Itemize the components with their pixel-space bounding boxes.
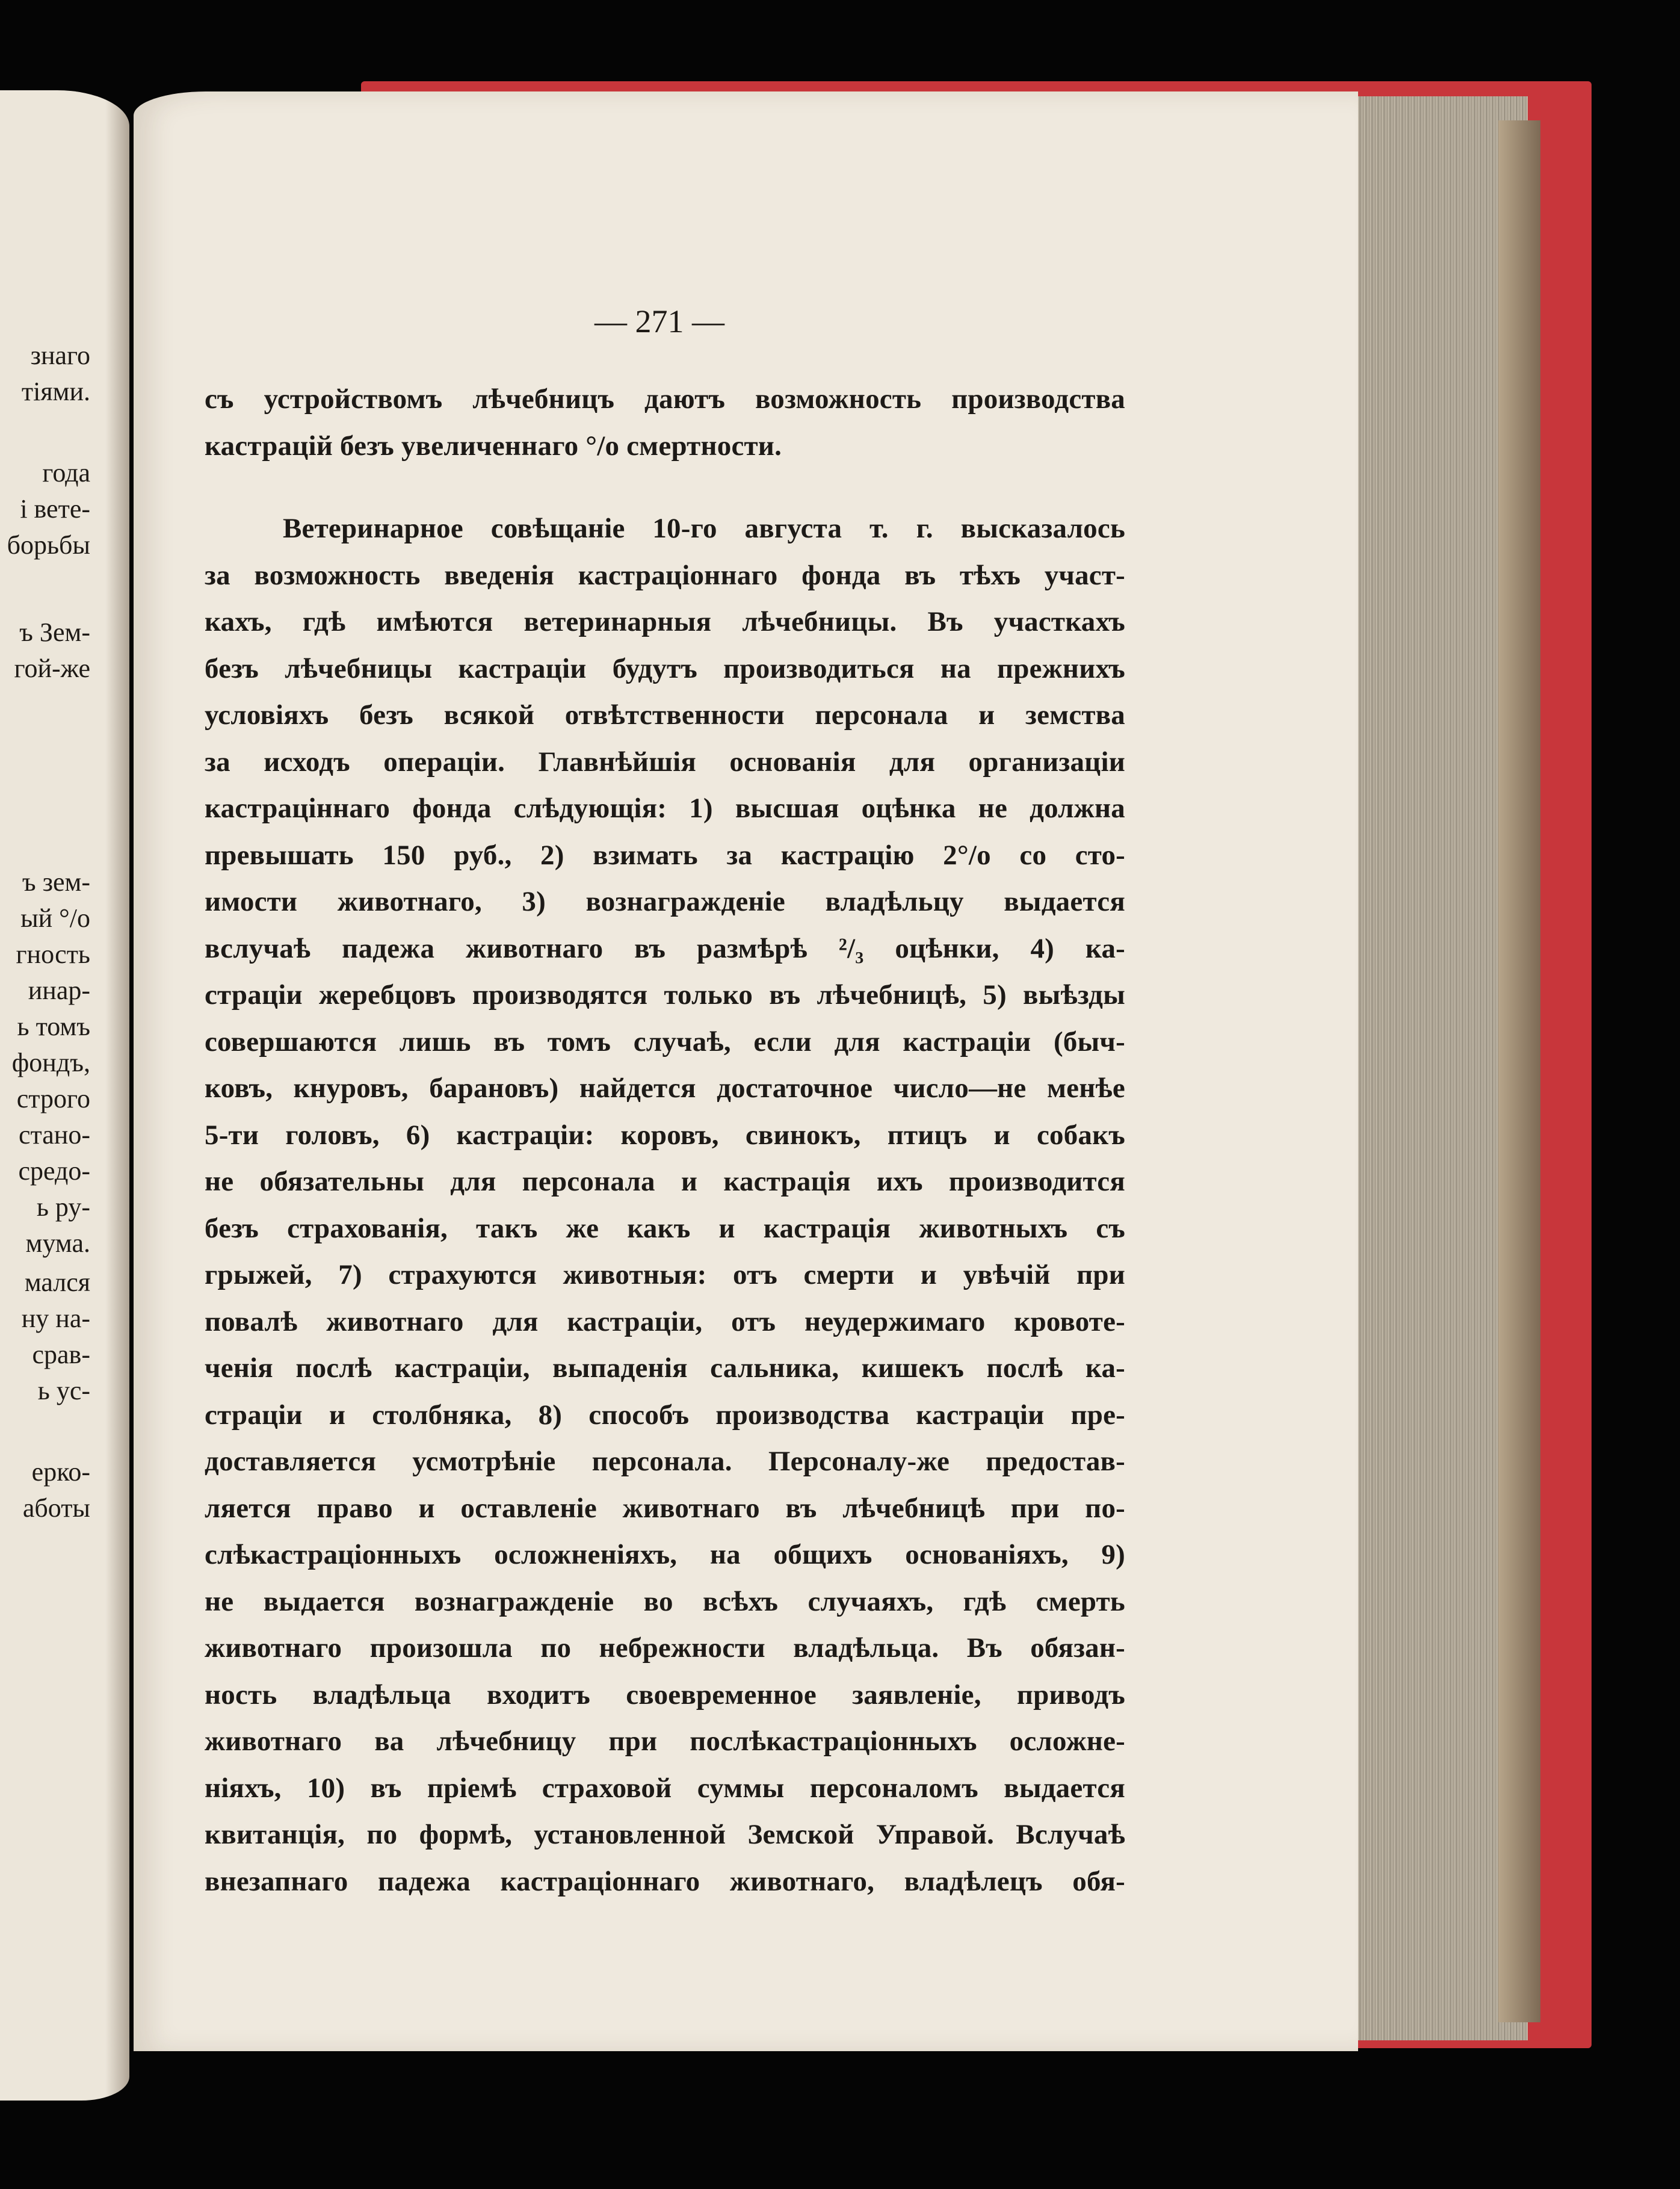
text-line: повалѣ животнаго для кастраціи, отъ неудержимаго кровоте-	[205, 1305, 1125, 1337]
text-line: грыжей, 7) страхуются животныя: отъ смерти и увѣчій при	[205, 1259, 1125, 1290]
text-line: ность владѣльца входитъ своевременное заявленіе, приводъ	[205, 1679, 1125, 1711]
left-page-line: средо-	[18, 1156, 90, 1186]
left-page-line: стано-	[18, 1120, 90, 1150]
left-page-line: і вете-	[20, 494, 90, 524]
left-page-line: гность	[16, 940, 90, 969]
left-page-line: аботы	[22, 1493, 90, 1523]
text-line: не выдается вознагражденіе во всѣхъ случаяхъ, гдѣ смерть	[205, 1585, 1125, 1617]
text-line: ченія послѣ кастраціи, выпаденія сальника, кишекъ послѣ ка-	[205, 1352, 1125, 1384]
text-line: безъ страхованія, такъ же какъ и кастрація животныхъ съ	[205, 1212, 1125, 1244]
text-line: животнаго произошла по небрежности владѣльца. Въ обязан-	[205, 1632, 1125, 1664]
page-number: — 271 —	[594, 303, 724, 339]
text-line: кахъ, гдѣ имѣются ветеринарныя лѣчебницы. Въ участкахъ	[205, 606, 1125, 637]
cover-edge	[1498, 120, 1540, 2022]
text-line: превышать 150 руб., 2) взимать за кастрацію 2°/o со сто-	[205, 839, 1125, 871]
text-line: имости животнаго, 3) вознагражденіе владѣльцу выдается	[205, 886, 1125, 917]
text-line: страціи жеребцовъ производятся только въ лѣчебницѣ, 5) выѣзды	[205, 979, 1125, 1011]
left-page-line: ну на-	[21, 1304, 90, 1333]
text-line: доставляется усмотрѣніе персонала. Персоналу-же предостав-	[205, 1446, 1125, 1477]
text-line: ляется право и оставленіе животнаго въ лѣчебницѣ при по-	[205, 1492, 1125, 1524]
left-page-line: строго	[16, 1084, 90, 1113]
text-line: съ устройствомъ лѣчебницъ даютъ возможность производства	[205, 383, 1125, 415]
left-page-line: ерко-	[31, 1457, 90, 1487]
text-line: совершаются лишь въ томъ случаѣ, если для кастраціи (быч-	[205, 1026, 1125, 1057]
text-line: вслучаѣ падежа животнаго въ размѣрѣ ²/₃ оцѣнки, 4) ка-	[205, 932, 1125, 964]
left-page-gutter	[105, 90, 129, 2101]
left-page-line: знаго	[30, 341, 90, 370]
text-line: животнаго ва лѣчебницу при послѣкастраціонныхъ осложне-	[205, 1726, 1125, 1757]
left-page-line: ъ Зем-	[19, 618, 90, 647]
left-page-line: борьбы	[7, 530, 90, 560]
text-line: безъ лѣчебницы кастраціи будутъ производиться на прежнихъ	[205, 652, 1125, 684]
left-page-line: ый °/o	[20, 903, 90, 933]
text-line: страціи и столбняка, 8) способъ производства кастраціи пре-	[205, 1399, 1125, 1431]
left-page-line: срав-	[32, 1340, 90, 1369]
left-page-line: ъ зем-	[22, 867, 90, 897]
text-line: квитанція, по формѣ, установленной Земской Управой. Вслучаѣ	[205, 1819, 1125, 1850]
text-line: слѣкастраціонныхъ осложненіяхъ, на общихъ основаніяхъ, 9)	[205, 1539, 1125, 1570]
text-line: кастрацій безъ увеличеннаго °/o смертности.	[205, 430, 782, 462]
text-line: за возможность введенія кастраціоннаго фонда въ тѣхъ участ-	[205, 559, 1125, 591]
text-line: 5-ти головъ, 6) кастраціи: коровъ, свинокъ, птицъ и собакъ	[205, 1119, 1125, 1151]
text-line: Ветеринарное совѣщаніе 10-го августа т. г. высказалось	[283, 513, 1125, 544]
text-line: за исходъ операціи. Главнѣйшія основанія для организаціи	[205, 746, 1125, 778]
left-page-line: тіями.	[21, 377, 90, 406]
left-page-line: мума.	[25, 1228, 90, 1258]
left-page-line: ь томъ	[17, 1012, 90, 1041]
left-page-line: гой-же	[14, 654, 90, 683]
left-page-line: ь ус-	[37, 1376, 90, 1405]
text-line: ковъ, кнуровъ, барановъ) найдется достаточное число—не менѣе	[205, 1073, 1125, 1104]
left-page-line: года	[42, 458, 90, 488]
text-line: ніяхъ, 10) въ пріемѣ страховой суммы персоналомъ выдается	[205, 1772, 1125, 1804]
left-page-line: мался	[24, 1268, 90, 1297]
text-line: не обязательны для персонала и кастрація ихъ производится	[205, 1166, 1125, 1197]
left-page	[0, 90, 129, 2101]
text-line: внезапнаго падежа кастраціоннаго животнаго, владѣлецъ обя-	[205, 1865, 1125, 1897]
left-page-line: инар-	[28, 976, 90, 1005]
left-page-line: фондъ,	[11, 1048, 90, 1077]
left-page-line: ь ру-	[36, 1192, 90, 1222]
text-line: кастраціннаго фонда слѣдующія: 1) высшая оцѣнка не должна	[205, 793, 1125, 824]
text-line: условіяхъ безъ всякой отвѣтственности персонала и земства	[205, 699, 1125, 731]
